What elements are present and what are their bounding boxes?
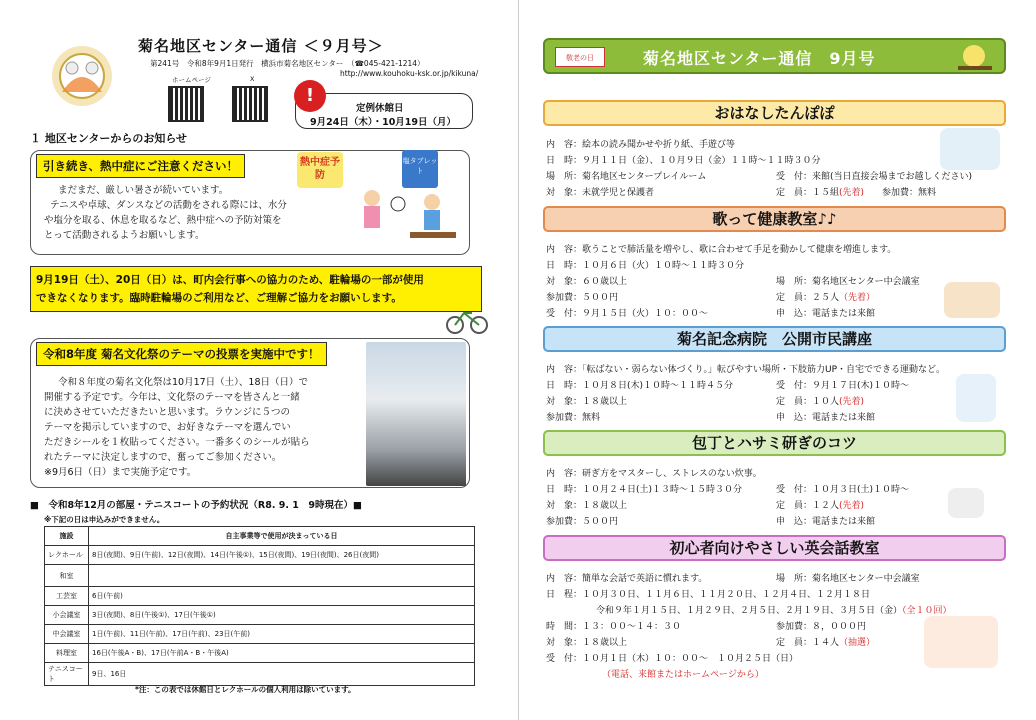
ev4-line-4: 参加費：５００円 <box>546 517 619 527</box>
heat-text-1: まだまだ、厳しい暑さが続いています。 <box>58 185 229 196</box>
ev3-first-come: (先着) <box>839 397 865 407</box>
ev1-capacity: 定 員：１５組 <box>776 188 840 198</box>
table-row: 工芸室 6日(午前) <box>45 587 475 606</box>
storytime-illustration-icon <box>940 128 1000 170</box>
ev4-capacity: 定 員：１２人 <box>776 501 840 511</box>
table-head-dates: 自主事業等で使用が決まっている日 <box>89 527 475 546</box>
closed-days-title: 定例休館日 <box>356 103 404 114</box>
bicycle-icon <box>446 305 488 335</box>
ev3-line-1: 内 容：「転ばない・弱らない体づくり。」転びやすい場所・下肢筋力UP・自宅でできる運動など。 <box>546 365 946 375</box>
kiku-logo <box>42 42 122 114</box>
website-url[interactable]: http://www.kouhoku-ksk.or.jp/kikuna/ <box>340 69 479 78</box>
ev4-apply: 申 込：電話または来館 <box>776 517 876 527</box>
salt-tablet-icon: 塩タブレット <box>402 150 438 188</box>
newsletter-title: 菊名地区センター通信 ＜９月号＞ <box>138 37 384 55</box>
ev3-reception: 受 付：９月１７日(木)１０時～ <box>776 381 910 391</box>
ev5-line-5: 対 象：１８歳以上 <box>546 638 628 648</box>
ev1-line-1: 内 容：絵本の読み聞かせや折り紙、手遊び等 <box>546 140 736 150</box>
reserve-note: ※下記の日は申込みができません。 <box>44 515 165 524</box>
ev5-line-6: 受 付：１０月１日（木）１０：００～ １０月２５日（日） <box>546 654 799 664</box>
heat-badge-icon: 熱中症予防 <box>297 152 343 188</box>
festival-text-7: ※9月6日（日）まで実施予定です。 <box>44 467 197 478</box>
conversation-illustration-icon <box>924 616 998 668</box>
ev5-lottery: （抽選） <box>839 638 876 648</box>
qr-x-label: X <box>250 75 255 83</box>
reservation-table <box>44 526 475 686</box>
table-row: レクホール 8日(夜間)、9日(午前)、12日(夜間)、14日(午後①)、15日(夜間)、19日(夜間)、26日(夜間) <box>45 546 475 565</box>
parking-text-1: 9月19日（土）、20日（日）は、町内会行事への協力のため、駐輪場の一部が使用 <box>36 274 424 286</box>
ev2-first-come: （先着） <box>839 293 876 303</box>
event-title-knife: 包丁とハサミ研ぎのコツ <box>543 430 1006 456</box>
ev2-line-4: 参加費：５００円 <box>546 293 619 303</box>
warning-icon: ! <box>294 80 326 112</box>
event-title-english: 初心者向けやさしい英会話教室 <box>543 535 1006 561</box>
festival-text-5: ただきシールを１枚貼ってください。一番多くのシールが貼ら <box>44 437 310 448</box>
ev3-line-2: 日 時：１０月８日(木)１０時～１１時４５分 <box>546 381 734 391</box>
ev1-line-2: 日 時：９月１１日（金）、１０月９日（金）１１時～１１時３０分 <box>546 156 821 166</box>
ev2-capacity: 定 員：２５人 <box>776 293 840 303</box>
table-row: 料理室 16日(午後A・B)、17日(午前A・B・午後A) <box>45 644 475 663</box>
event-title-hospital: 菊名記念病院 公開市民講座 <box>543 326 1006 352</box>
keirou-badge: 敬老の日 <box>555 47 605 67</box>
ev5-line-2: 日 程：１０月３０日、１１月６日、１１月２０日、１２月４日、１２月１８日 <box>546 590 871 600</box>
page-divider <box>518 0 519 720</box>
singing-illustration-icon <box>944 282 1000 318</box>
ev5-line-4: 時 間：１３：００～１４：３０ <box>546 622 682 632</box>
parking-text-2: できなくなります。臨時駐輪場のご利用など、ご理解ご協力をお願いします。 <box>36 292 402 304</box>
issue-meta: 第241号 令和8年9月1日発行 横浜市菊名地区センター （☎045-421-1214） <box>150 59 425 68</box>
ev1-fee: 参加費：無料 <box>882 188 937 198</box>
ev4-line-3: 対 象：１８歳以上 <box>546 501 628 511</box>
moon-icon <box>952 42 996 72</box>
ev2-line-5: 受 付：９月１５日（火）１０：００～ <box>546 309 709 319</box>
table-footnote: *注：この表では休館日とレクホールの個人利用は除いています。 <box>135 685 356 694</box>
festival-text-6: れたテーマに決定しますので、奮ってご参加ください。 <box>44 452 282 463</box>
nurse-illustration-icon <box>956 374 996 422</box>
ev1-line-4: 対 象：未就学児と保護者 <box>546 188 655 198</box>
ev4-line-1: 内 容：研ぎ方をマスターし、ストレスのない炊事。 <box>546 469 762 479</box>
qr-home-label: ホームページ <box>172 76 211 84</box>
ev5-total: （全１０回） <box>902 606 952 616</box>
ev3-line-3: 対 象：１８歳以上 <box>546 397 628 407</box>
tennis-drink-illustration-icon <box>350 188 460 248</box>
heat-notice-title: 引き続き、熱中症にご注意ください！ <box>36 154 245 178</box>
table-head-facility: 施設 <box>45 527 89 546</box>
festival-text-4: テーマを掲示していますので、お好きなテーマを選んでい <box>44 422 291 433</box>
ev2-line-1: 内 容：歌うことで肺活量を増やし、歌に合わせて手足を動かして健康を増進します。 <box>546 245 897 255</box>
reserve-heading: ■ 令和8年12月の部屋・テニスコートの予約状況（R8. 9. 1 9時現在）■ <box>30 500 362 511</box>
table-row: 中会議室 1日(午前)、11日(午前)、17日(午前)、23日(午前) <box>45 625 475 644</box>
festival-title: 令和8年度 菊名文化祭のテーマの投票を実施中です！ <box>36 342 327 366</box>
section-heading: １ 地区センターからのお知らせ <box>30 132 188 145</box>
ev5-place: 場 所：菊名地区センター中会議室 <box>776 574 920 584</box>
ev3-apply: 申 込：電話または来館 <box>776 413 876 423</box>
ev2-line-3: 対 象：６０歳以上 <box>546 277 628 287</box>
closed-days-dates: 9月24日（木）・10月19日（月） <box>310 117 457 128</box>
knife-illustration-icon <box>948 488 984 518</box>
event-title-ohanashi: おはなしたんぽぽ <box>543 100 1006 126</box>
festival-text-1: 令和８年度の菊名文化祭は10月17日（土）、18日（日）で <box>58 377 309 388</box>
ev4-line-2: 日 時：１０月２４日(土)１３時～１５時３０分 <box>546 485 743 495</box>
festival-text-2: 開催する予定です。今年は、文化祭のテーマを皆さんと一緒 <box>44 392 300 403</box>
table-row: 小会議室 3日(夜間)、8日(午後①)、17日(午後①) <box>45 606 475 625</box>
ev5-fee: 参加費：８，０００円 <box>776 622 867 632</box>
heat-text-3: や塩分を取る、休息を取るなど、熱中症への予防対策を <box>44 215 282 226</box>
event-title-singing: 歌って健康教室♪♪ <box>543 206 1006 232</box>
ev1-reception: 受 付：来館(当日直接会場までお越しください) <box>776 172 973 182</box>
ev2-place: 場 所：菊名地区センター中会議室 <box>776 277 920 287</box>
ev1-first-come: (先着) <box>839 188 865 198</box>
ev5-capacity: 定 員：１４人 <box>776 638 840 648</box>
ev2-line-2: 日 時：１０月６日（火）１０時～１１時３０分 <box>546 261 745 271</box>
festival-text-3: に決めさせていただきたいと思います。ラウンジに５つの <box>44 407 291 418</box>
right-header <box>543 38 1006 74</box>
qr-code-x[interactable] <box>232 86 268 122</box>
ev4-first-come: (先着) <box>839 501 865 511</box>
table-row: 和室 <box>45 565 475 587</box>
ev1-line-3: 場 所：菊名地区センタープレイルーム <box>546 172 707 182</box>
ev3-line-4: 参加費：無料 <box>546 413 601 423</box>
heat-text-4: とって活動されるようお願いします。 <box>44 230 205 241</box>
right-title: 菊名地区センター通信 9月号 <box>643 49 876 68</box>
qr-code-home[interactable] <box>168 86 204 122</box>
festival-poster-photo <box>366 342 466 486</box>
table-row: テニスコート 9日、16日 <box>45 663 475 686</box>
heat-text-2: テニスや卓球、ダンスなどの活動をされる際には、水分 <box>50 200 287 211</box>
ev3-capacity: 定 員：１０人 <box>776 397 840 407</box>
ev4-reception: 受 付：１０月３日(土)１０時～ <box>776 485 910 495</box>
ev5-line-1: 内 容：簡単な会話で英語に慣れます。 <box>546 574 708 584</box>
ev5-line-3: 令和９年１月１５日、１月２９日、２月５日、２月１９日、３月５日（金） <box>596 606 903 616</box>
ev5-apply-method: （電話、来館またはホームページから） <box>602 670 764 680</box>
ev2-apply: 申 込：電話または来館 <box>776 309 876 319</box>
